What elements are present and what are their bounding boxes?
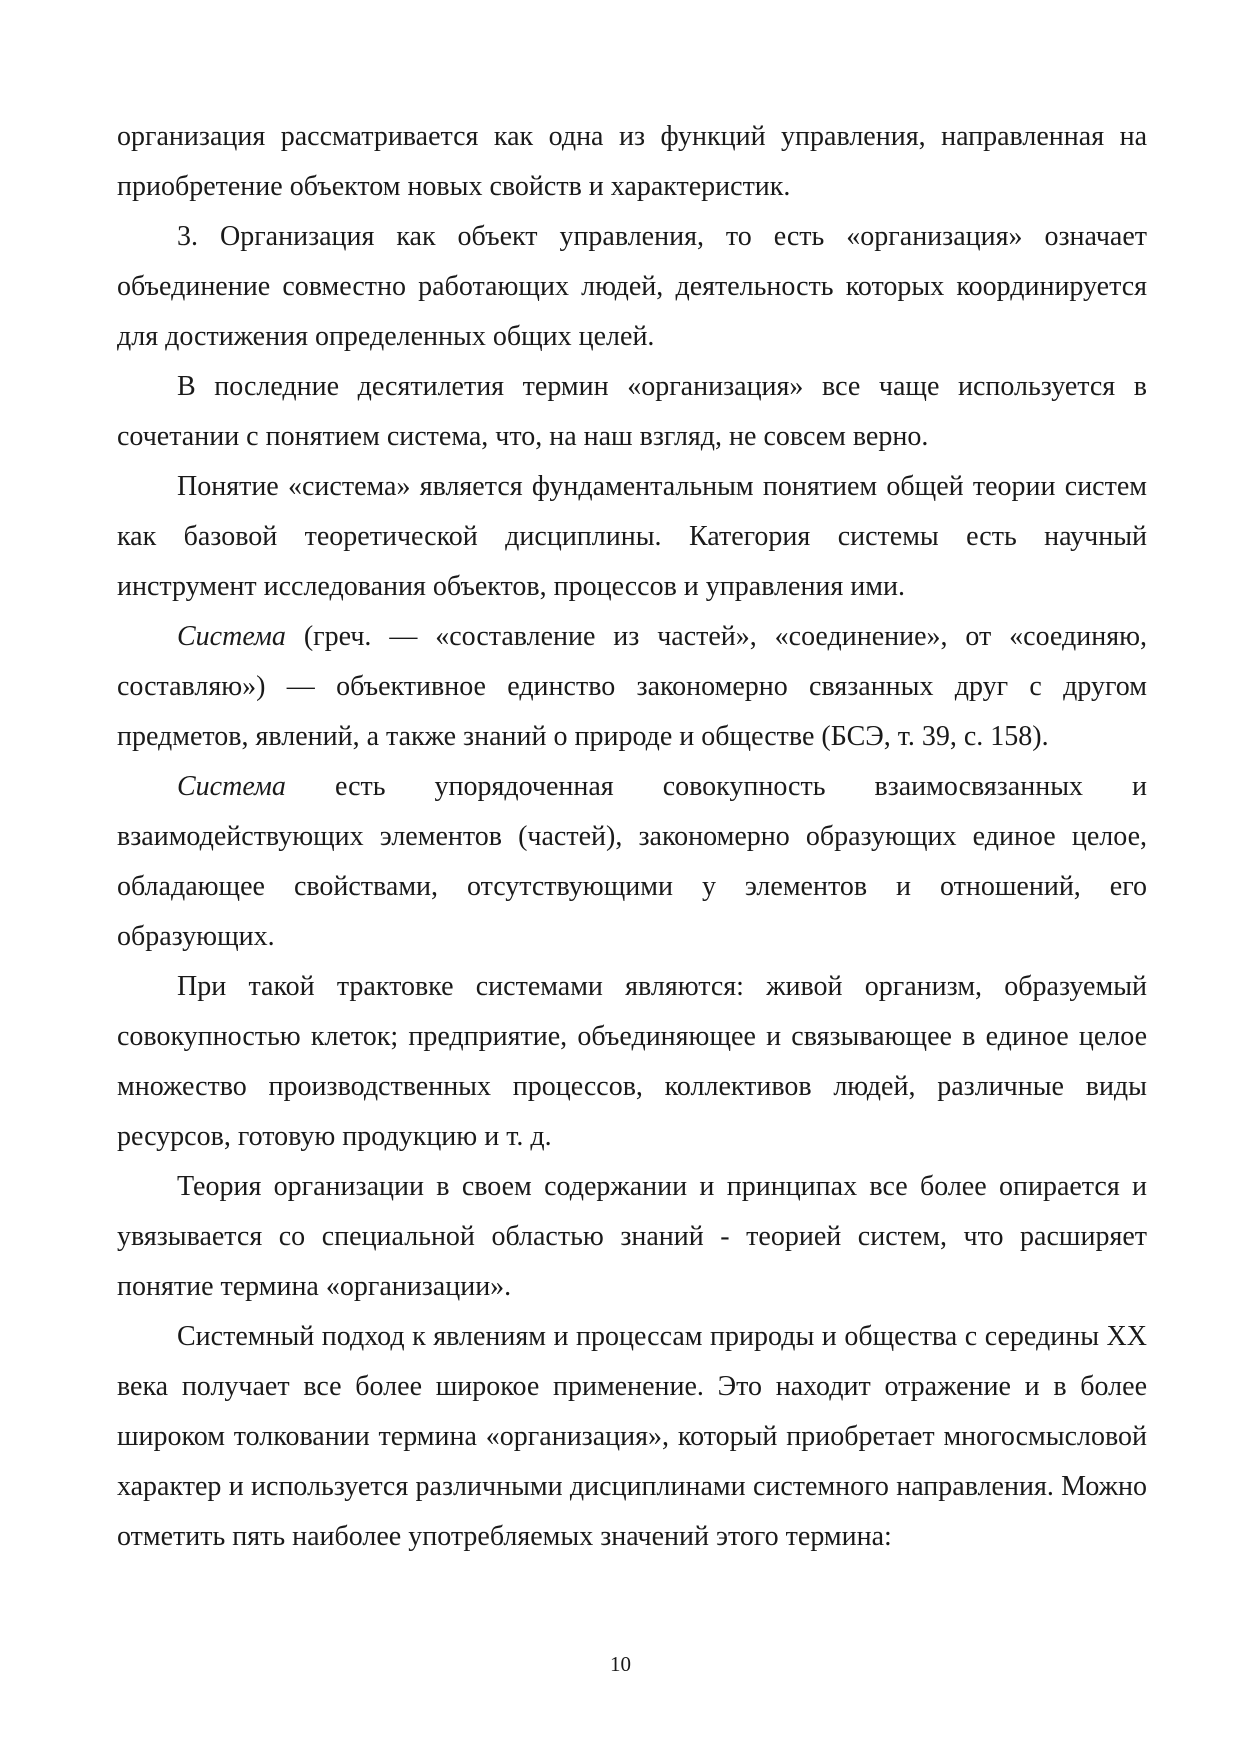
paragraph-system-examples: При такой трактовке системами являются: живой организм, образуемый совокупностью клеток; предприятие, объединяющее и связывающее в единое целое множество производственных процессов, коллективов людей, различные виды ресурсов, готовую продукцию и т. д. bbox=[117, 971, 1147, 1152]
paragraph-recent-decades: В последние десятилетия термин «организация» все чаще используется в сочетании с понятием система, что, на наш взгляд, не совсем верно. bbox=[117, 371, 1147, 452]
term-system: Система bbox=[177, 771, 286, 802]
paragraph-system-definition-1 bbox=[117, 612, 1147, 762]
paragraph-system-definition-2 bbox=[117, 762, 1147, 962]
definition-text: есть упорядоченная совокупность взаимосвязанных и взаимодействующих элементов (частей), закономерно образующих единое целое, обладающее свойствами, отсутствующими у элементов и отношений, его образующих. bbox=[117, 771, 1147, 952]
page-body bbox=[117, 112, 1147, 1562]
paragraph-system-concept: Понятие «система» является фундаментальным понятием общей теории систем как базовой теоретической дисциплины. Категория системы есть научный инструмент исследования объектов, процессов и управления ими. bbox=[117, 471, 1147, 602]
paragraph-system-approach: Системный подход к явлениям и процессам природы и общества с середины XX века получает все более широкое применение. Это находит отражение и в более широком толковании термина «организация», который приобретает многосмысловой характер и используется различными дисциплинами системного направления. Можно отметить пять наиболее употребляемых значений этого термина: bbox=[117, 1321, 1147, 1552]
paragraph-continuation: организация рассматривается как одна из функций управления, направленная на приобретение объектом новых свойств и характеристик. bbox=[117, 121, 1147, 202]
definition-text: (греч. — «составление из частей», «соединение», от «соединяю, составляю») — объективное единство закономерно связанных друг с другом предметов, явлений, а также знаний о природе и обществе (БСЭ, т. 39, с. 158). bbox=[117, 621, 1147, 752]
page-number: 10 bbox=[610, 1652, 631, 1676]
paragraph-organization-object: 3. Организация как объект управления, то есть «организация» означает объединение совместно работающих людей, деятельность которых координируется для достижения определенных общих целей. bbox=[117, 221, 1147, 352]
term-system: Система bbox=[177, 621, 286, 652]
paragraph-organization-theory: Теория организации в своем содержании и принципах все более опирается и увязывается со специальной областью знаний - теорией систем, что расширяет понятие термина «организации». bbox=[117, 1171, 1147, 1302]
